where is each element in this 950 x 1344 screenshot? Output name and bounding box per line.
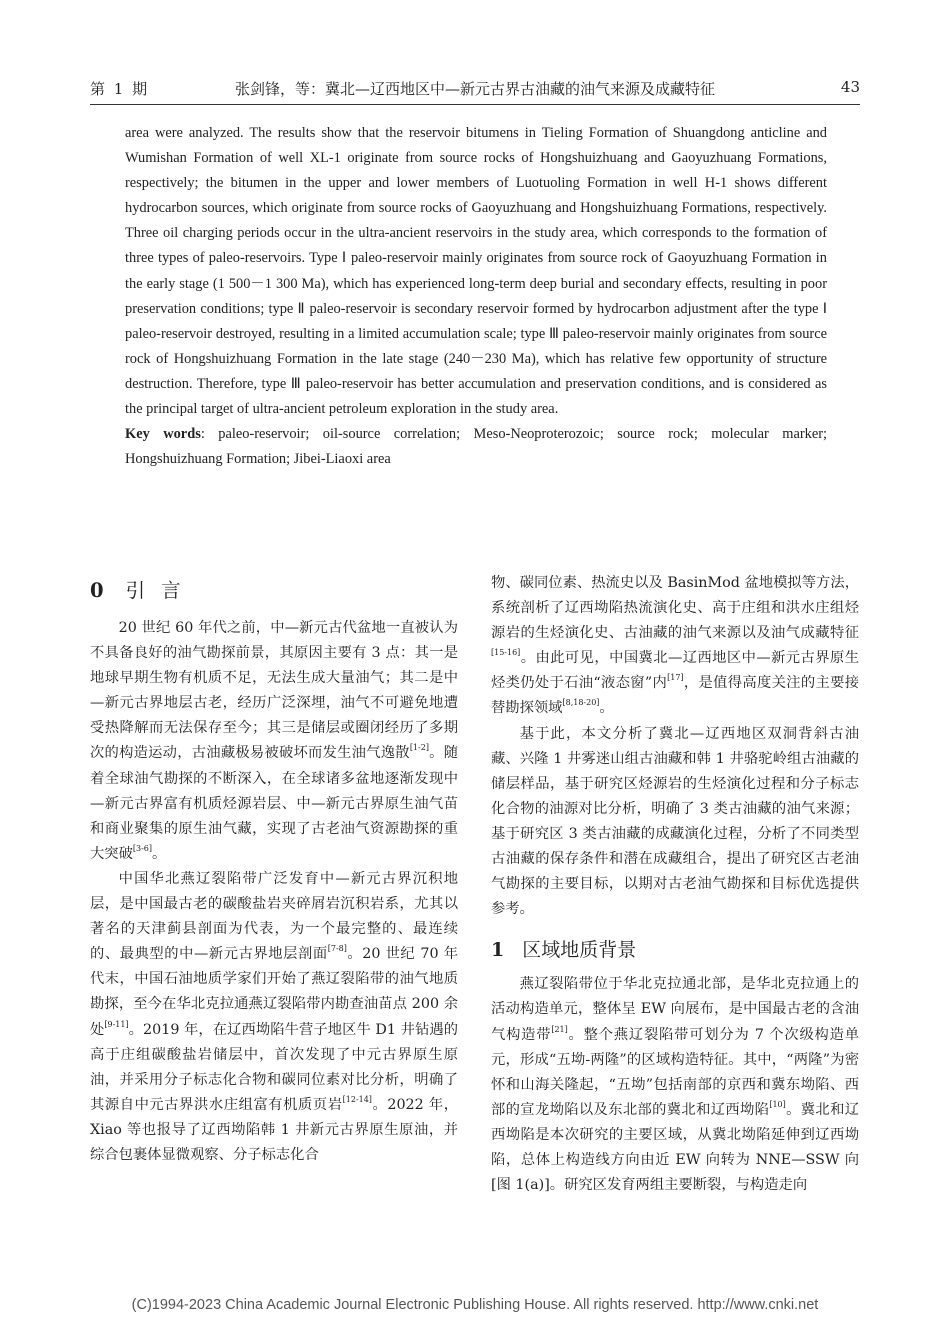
intro-paragraph-2: 中国华北燕辽裂陷带广泛发育中—新元古界沉积地层，是中国最古老的碳酸盐岩夹碎屑岩沉积岩系，尤其以著名的天津蓟县剖面为代表，为一个最完整的、最连续的、最典型的中—新元古界地层剖面[7-8]。20 世纪 70 年代末，中国石油地质学家们开始了燕辽裂陷带的油气地质勘探，至今在华北克拉通燕辽裂陷带内勘查油苗点 200 余处[9-11]。2019 年，在辽西坳陷牛营子地区牛 D1 井钻遇的高于庄组碳酸盐岩储层中，首次发现了中元古界原生原油，并采用分子标志化合物和碳同位素对比分析，明确了其源自中元古界洪水庄组富有机质页岩[12-14]。2022 年，Xiao 等也报导了辽西坳陷韩 1 井新元古界原生原油，并综合包裹体显微观察、分子标志化合 [90,870,459,1163]
section-number: 1 [491,939,505,962]
keywords [125,422,827,472]
running-title: 张剑锋，等：冀北—辽西地区中—新元古界古油藏的油气来源及成藏特征 [234,80,715,98]
citation[interactable]: [9-11] [104,1019,129,1029]
issue-label: 第 1 期 [90,80,150,98]
copyright-footer: (C)1994-2023 China Academic Journal Electronic Publishing House. All rights reserved. http://www.cnki.net [131,1297,819,1313]
citation[interactable]: [21] [551,1024,568,1034]
intro-paragraph-3: 基于此，本文分析了冀北—辽西地区双洞背斜古油藏、兴隆 1 井雾迷山组古油藏和韩 1 井骆驼岭组古油藏的储层样品，基于研究区烃源岩的生烃演化过程和分子标志化合物的油源对比分析，明确了 3 类古油藏的油气来源；基于研究区 3 类古油藏的成藏演化过程，分析了不同类型古油藏的保存条件和潜在成藏组合，提出了研究区古老油气勘探的主要目标，以期对古老油气勘探和目标优选提供参考。 [491,725,859,918]
section-0-heading [90,576,458,606]
citation[interactable]: [1-2] [409,743,429,753]
geology-paragraph-1: 燕辽裂陷带位于华北克拉通北部，是华北克拉通上的活动构造单元，整体呈 EW 向展布，是中国最古老的含油气构造带[21]。整个燕辽裂陷带可划分为 7 个次级构造单元，形成“五坳-两隆”的区域构造特征。其中，“两隆”为密怀和山海关隆起，“五坳”包括南部的京西和冀东坳陷、西部的宣龙坳陷以及东北部的冀北和辽西坳陷[10]。冀北和辽西坳陷是本次研究的主要区域，从冀北坳陷延伸到辽西坳陷，总体上构造线方向由近 EW 向转为 NNE—SSW 向[图 1(a)]。研究区发育两组主要断裂，与构造走向 [491,976,860,1194]
citation[interactable]: [8,18-20] [562,698,600,708]
citation[interactable]: [12-14] [342,1094,372,1104]
keywords-list: : paleo-reservoir; oil-source correlation; Meso-Neoproterozoic; source rock; molecular marker; Hongshuizhuang Formation; Jibei-Liaoxi area [125,426,828,468]
left-column [90,570,458,1168]
keywords-label: Key words [125,426,201,443]
section-number: 0 [90,579,104,602]
section-title: 引言 [125,579,197,602]
english-abstract [125,121,827,472]
section-title: 区域地质背景 [522,939,637,962]
citation[interactable]: [17] [667,673,684,683]
intro-paragraph-1: 20 世纪 60 年代之前，中—新元古代盆地一直被认为不具备良好的油气勘探前景，其原因主要有 3 点：其一是地球早期生物有机质不足，无法生成大量油气；其二是中—新元古界地层古老，经历广泛深埋，油气不可避免地遭受热降解而无法保存至今；其三是储层或圈闭经历了多期次的构造运动，古油藏极易被破坏而发生油气逸散[1-2]。随着全球油气勘探的不断深入，在全球诸多盆地逐渐发现中—新元古界富有机质烃源岩层、中—新元古界原生油气苗和商业聚集的原生油气藏，实现了古老油气资源勘探的重大突破[3-6]。 [90,620,459,862]
citation[interactable]: [3-6] [132,843,153,853]
citation[interactable]: [15-16] [491,648,521,658]
abstract-body: area were analyzed. The results show that the reservoir bitumens in Tieling Formation of Shuangdong anticline and Wumishan Formation of well XL-1 originate from source rocks of Hongshuizhuang and Gaoyuzhuang Formations, respectively; the bitumen in the upper and lower members of Luotuoling Formation in well H-1 shows different hydrocarbon sources, which originate from source rocks of Gaoyuzhuang and Hongshuizhuang Formations, respectively. Three oil charging periods occur in the ultra-ancient reservoirs in the study area, which corresponds to the formation of three types of paleo-reservoirs. Type Ⅰ paleo-reservoir mainly originates from source rock of Gaoyuzhuang Formation in the early stage (1 500－1 300 Ma), which has experienced long-term deep burial and secondary effects, resulting in poor preservation conditions; type Ⅱ paleo-reservoir is secondary reservoir formed by hydrocarbon adjustment after the type Ⅰ paleo-reservoir destroyed, resulting in a limited accumulation scale; type Ⅲ paleo-reservoir mainly originates from source rock of Hongshuizhuang Formation in the late stage (240－230 Ma), which has relative few opportunity of structure destruction. Therefore, type Ⅲ paleo-reservoir has better accumulation and preservation conditions, and is considered as the principal target of ultra-ancient petroleum exploration in the study area. [125,125,827,418]
section-1-heading [491,936,859,964]
citation[interactable]: [10] [769,1099,786,1109]
header-rule [90,104,860,105]
intro-paragraph-2-continued: 物、碳同位素、热流史以及 BasinMod 盆地模拟等方法，系统剖析了辽西坳陷热流演化史、高于庄组和洪水庄组烃源岩的生烃演化史、古油藏的油气来源以及油气成藏特征[15-16]。由此可见，中国冀北—辽西地区中—新元古界原生烃类仍处于石油“液态窗”内[17]，是值得高度关注的主要接替勘探领域[8,18-20]。 [491,575,859,717]
page-number: 43 [840,78,860,96]
right-column [491,571,859,1198]
running-header [90,76,860,102]
citation[interactable]: [7-8] [327,944,347,954]
